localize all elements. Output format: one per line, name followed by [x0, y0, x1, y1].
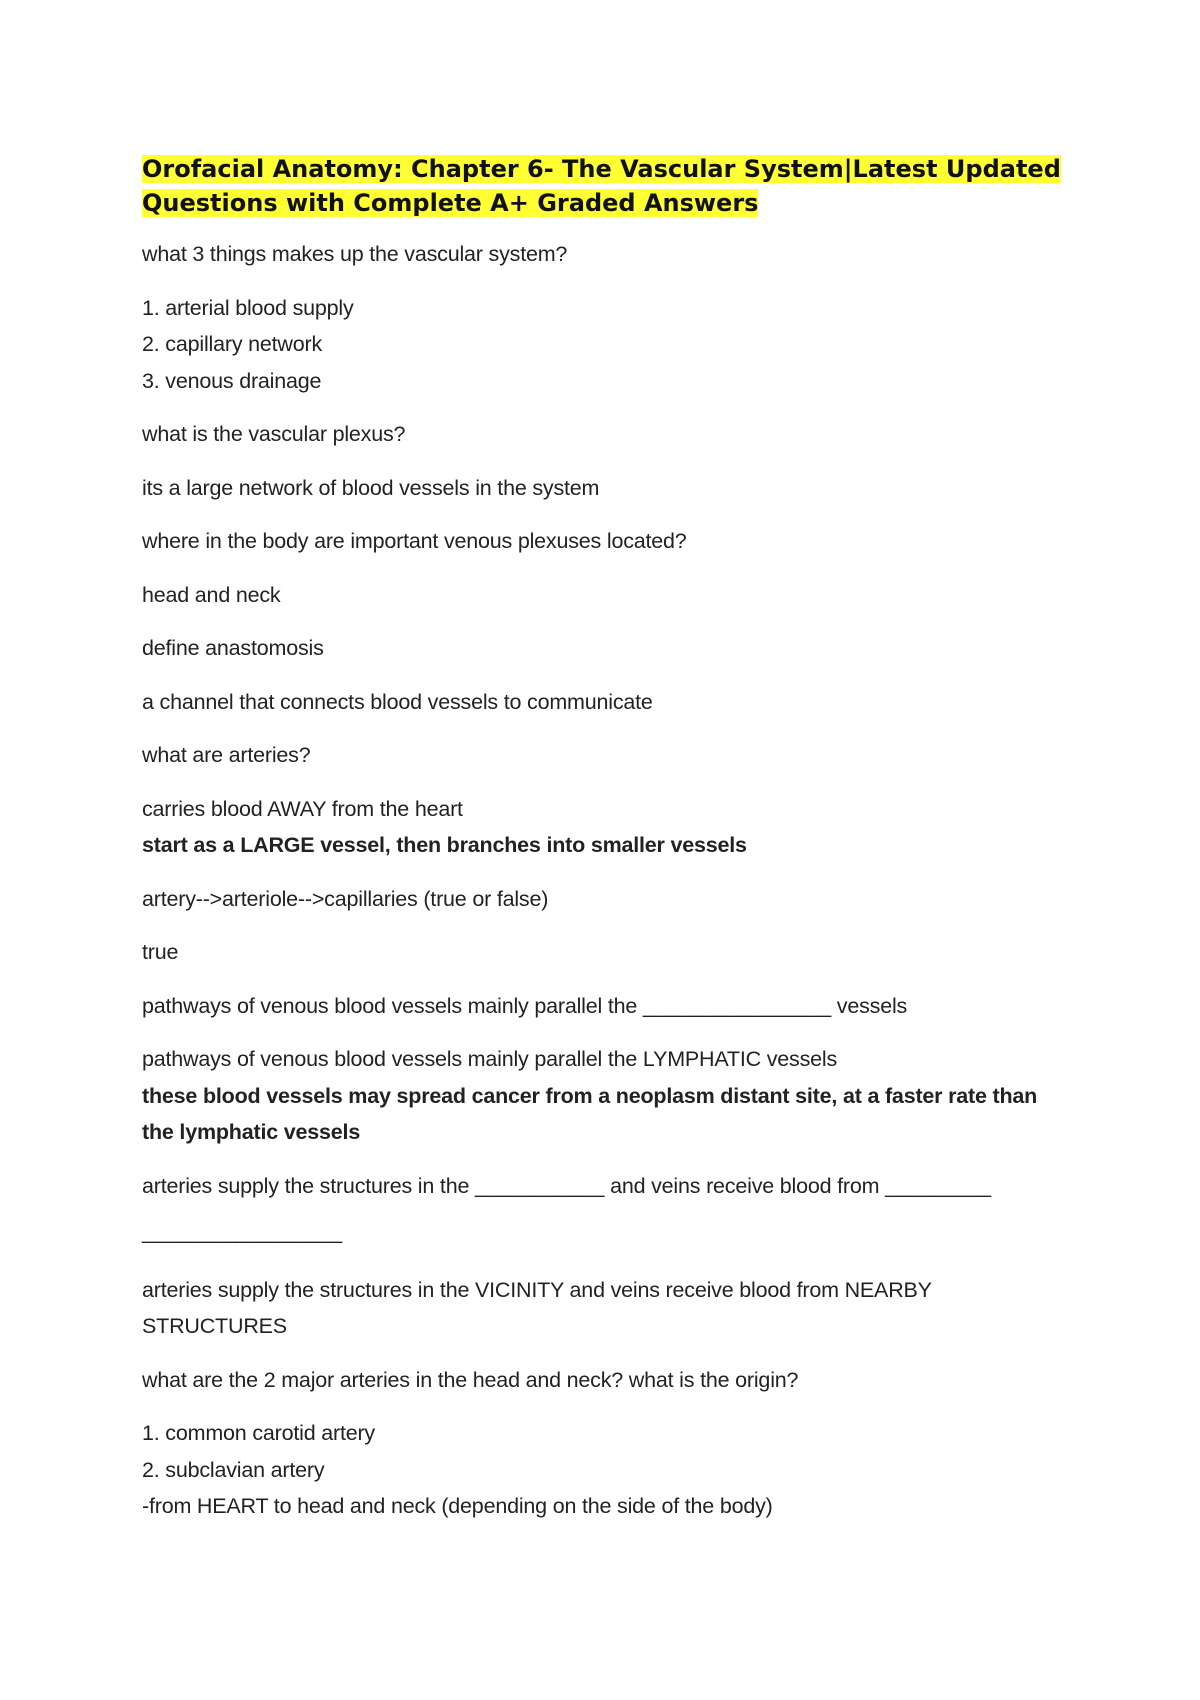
question-8	[142, 1168, 1062, 1251]
question-text: where in the body are important venous plexuses located?	[142, 529, 687, 553]
question-3	[142, 523, 1062, 560]
question-text: what are arteries?	[142, 743, 311, 767]
question-6	[142, 881, 1062, 918]
answer-line: pathways of venous blood vessels mainly parallel the LYMPHATIC vessels	[142, 1047, 838, 1071]
answer-1	[142, 290, 1062, 400]
title-highlight: Orofacial Anatomy: Chapter 6- The Vascular System|Latest Updated Questions with Complete A+ Graded Answers	[142, 155, 1061, 217]
question-text: what 3 things makes up the vascular system?	[142, 242, 568, 266]
answer-5	[142, 791, 1062, 864]
question-2	[142, 416, 1062, 453]
answer-4	[142, 684, 1062, 721]
question-1	[142, 236, 1062, 273]
answer-line: -from HEART to head and neck (depending on the side of the body)	[142, 1494, 773, 1518]
answer-line: 2. capillary network	[142, 332, 323, 356]
answer-line: carries blood AWAY from the heart	[142, 796, 463, 821]
answer-3	[142, 577, 1062, 614]
answer-line: a channel that connects blood vessels to communicate	[142, 689, 653, 714]
question-text: what is the vascular plexus?	[142, 422, 406, 446]
document-page	[142, 152, 1062, 1542]
question-text: arteries supply the structures in the ___________ and veins receive blood from _________	[142, 1173, 991, 1198]
answer-line: 3. venous drainage	[142, 368, 322, 393]
answer-line: 1. common carotid artery	[142, 1421, 375, 1445]
answer-8	[142, 1272, 1062, 1345]
document-title	[142, 152, 1062, 220]
question-9	[142, 1362, 1062, 1399]
question-7	[142, 988, 1062, 1025]
answer-line: head and neck	[142, 582, 281, 607]
question-text: pathways of venous blood vessels mainly parallel the ________________ vessels	[142, 993, 908, 1018]
answer-9	[142, 1415, 1062, 1525]
question-text: define anastomosis	[142, 636, 324, 660]
answer-line: 2. subclavian artery	[142, 1457, 325, 1482]
question-4	[142, 630, 1062, 667]
answer-line: its a large network of blood vessels in the system	[142, 475, 600, 500]
answer-line: true	[142, 940, 179, 964]
answer-line-bold: start as a LARGE vessel, then branches into smaller vessels	[142, 833, 747, 857]
answer-6	[142, 934, 1062, 971]
answer-line: 1. arterial blood supply	[142, 295, 354, 320]
question-5	[142, 737, 1062, 774]
question-text: what are the 2 major arteries in the head and neck? what is the origin?	[142, 1367, 799, 1392]
answer-2	[142, 470, 1062, 507]
question-blank-line: _________________	[142, 1220, 342, 1244]
answer-line: arteries supply the structures in the VICINITY and veins receive blood from NEARBY STRUCTURES	[142, 1277, 932, 1338]
answer-line-bold: these blood vessels may spread cancer from a neoplasm distant site, at a faster rate than the lymphatic vessels	[142, 1083, 1038, 1144]
question-text: artery-->arteriole-->capillaries (true or false)	[142, 886, 549, 911]
answer-7	[142, 1041, 1062, 1151]
